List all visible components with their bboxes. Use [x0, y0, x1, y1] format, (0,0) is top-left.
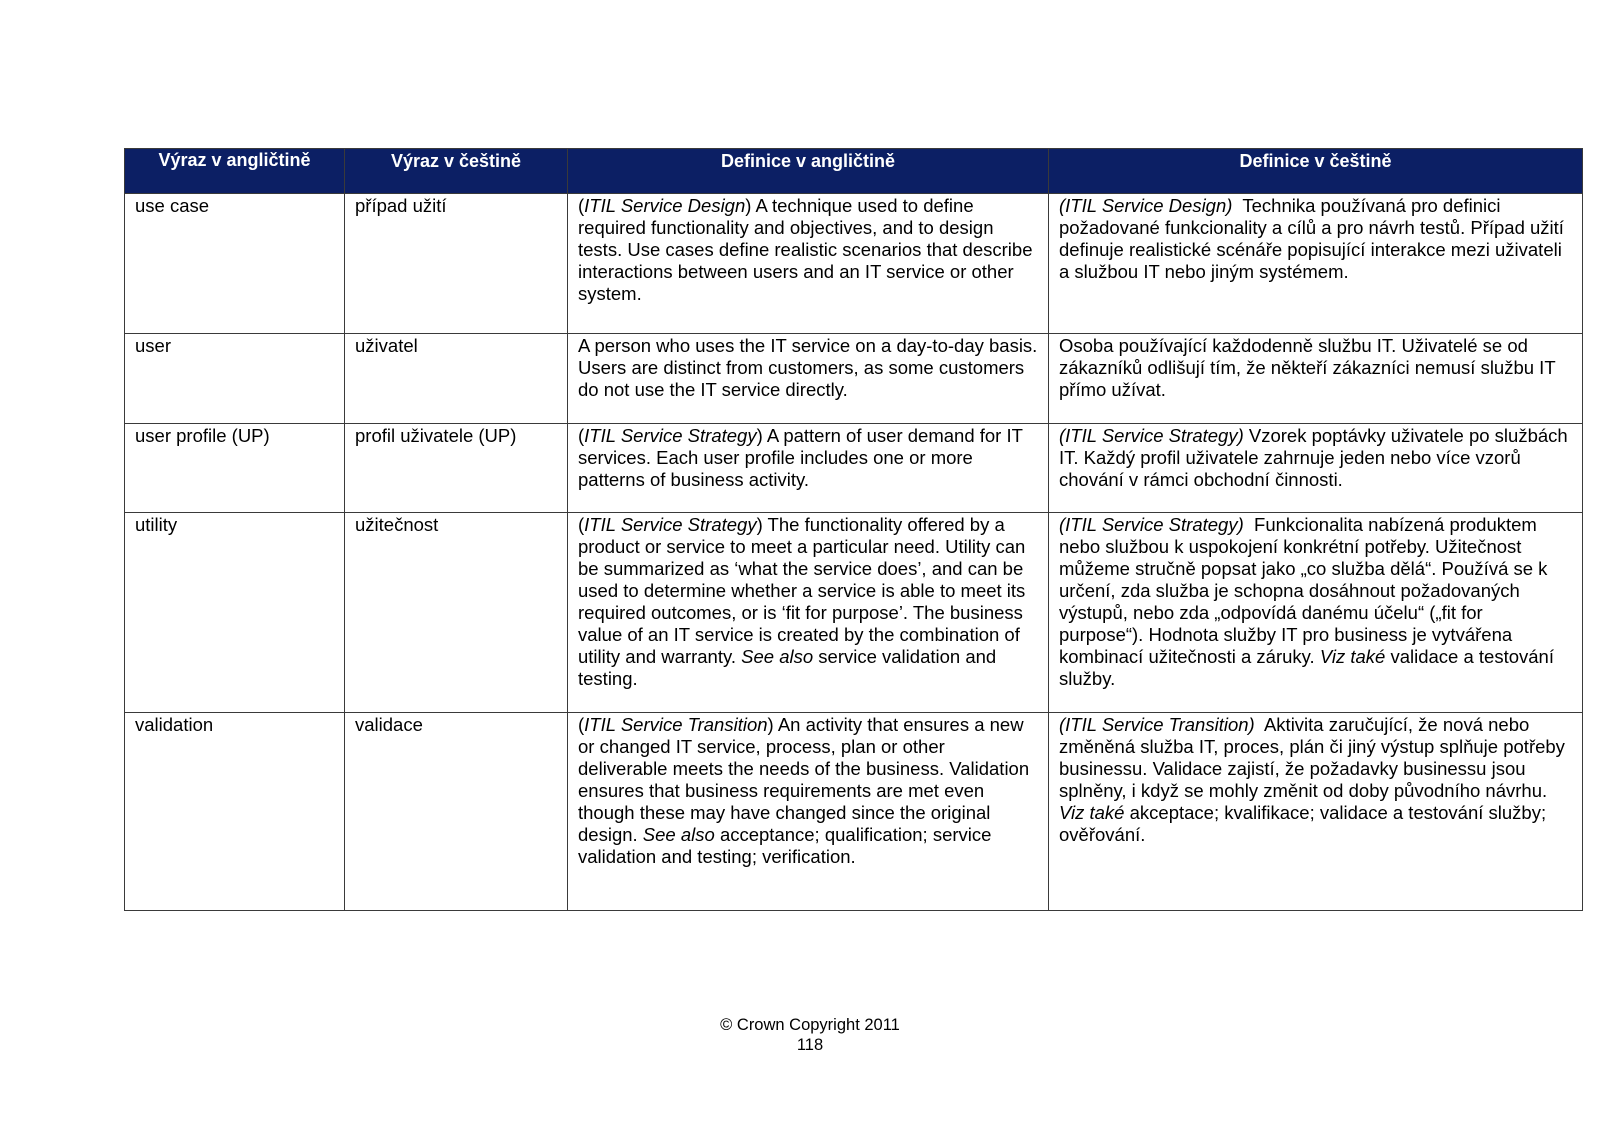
- source-reference: ITIL Service Strategy: [584, 514, 757, 535]
- header-term-en-label: Výraz v angličtině: [158, 150, 311, 170]
- header-def-cs: [1049, 149, 1583, 194]
- see-also-label: Viz také: [1059, 802, 1125, 823]
- see-also-label: Viz také: [1319, 646, 1386, 667]
- definition-text: The functionality offered by a product or service to meet a particular need. Utility can be summarized as ‘what the service does’, and can be used to determine whether a service is able to meet its required outcomes, or is ‘fit for purpose’. The business value of an IT service is created by the combination of utility and warranty.: [578, 514, 1026, 667]
- see-also-text: akceptace; kvalifikace; validace a testování služby; ověřování.: [1059, 802, 1547, 845]
- definition-en-cell: (ITIL Service Strategy) The functionality offered by a product or service to meet a particular need. Utility can be summarized as ‘what the service does’, and can be used to determine whether a service is able to meet its required outcomes, or is ‘fit for purpose’. The business value of an IT service is created by the combination of utility and warranty. See also service validation and testing.: [568, 513, 1049, 713]
- header-term-en: [125, 149, 345, 194]
- term-en-cell: user profile (UP): [125, 424, 345, 513]
- definition-cs-cell: [1049, 513, 1583, 713]
- definition-text: A person who uses the IT service on a day-to-day basis. Users are distinct from customers, as some customers do not use the IT service directly.: [578, 335, 1038, 400]
- table-row: [125, 194, 1583, 334]
- header-def-cs-label: Definice v češtině: [1239, 151, 1392, 171]
- table-body: [125, 194, 1583, 911]
- see-also-text: acceptance; qualification; service validation and testing; verification.: [578, 824, 992, 867]
- term-en-cell: utility: [125, 513, 345, 713]
- definition-text: Funkcionalita nabízená produktem nebo službou k uspokojení konkrétní potřeby. Užitečnost můžeme stručně popsat jako „co služba dělá“. Používá se k určení, zda služba je schopna dosáhnout požadovaných výstupů, nebo zda „odpovídá danému účelu“ („fit for purpose“). Hodnota služby IT pro business je vytvářena kombinací užitečnosti a záruky.: [1059, 514, 1548, 667]
- term-en-cell: user: [125, 334, 345, 424]
- source-reference: (ITIL Service Strategy): [1059, 425, 1244, 446]
- source-reference-text: ITIL Service Strategy: [1065, 514, 1238, 535]
- source-reference-text: ITIL Service Strategy: [1065, 425, 1238, 446]
- definition-text: Vzorek poptávky uživatele po službách IT. Každý profil uživatele zahrnuje jeden nebo více vzorů chování v rámci obchodní činnosti.: [1059, 425, 1568, 490]
- see-also-label: See also: [741, 646, 814, 667]
- source-reference: (ITIL Service Transition): [1059, 714, 1255, 735]
- term-en-cell: use case: [125, 194, 345, 334]
- page-number: 118: [796, 1036, 824, 1054]
- header-def-en-label: Definice v angličtině: [720, 151, 896, 171]
- table-row: [125, 424, 1583, 513]
- source-reference-text: ITIL Service Design: [1065, 195, 1227, 216]
- definition-text: Aktivita zaručující, že nová nebo změněná služba IT, proces, plán či jiný výstup splňuje potřeby businessu. Validace zajistí, že požadavky businessu jsou splněny, i když se mohly změnit od doby původního návrhu.: [1059, 714, 1565, 801]
- definition-text: Technika používaná pro definici požadované funkcionality a cílů a pro návrh testů. Případ užití definuje realistické scénáře popisující interakce mezi uživateli a službou IT nebo jiným systémem.: [1059, 195, 1564, 282]
- definition-text: An activity that ensures a new or changed IT service, process, plan or other deliverable meets the needs of the business. Validation ensures that business requirements are met even though these may have changed since the original design.: [578, 714, 1030, 845]
- source-reference-text: ITIL Service Transition: [1065, 714, 1249, 735]
- source-reference: (ITIL Service Strategy): [1059, 514, 1244, 535]
- definition-text: A technique used to define required functionality and objectives, and to design tests. Use cases define realistic scenarios that describe interactions between users and an IT service or other system.: [578, 195, 1033, 304]
- definition-cs-cell: [1049, 713, 1583, 911]
- term-cs-cell: profil uživatele (UP): [345, 424, 568, 513]
- source-reference: ITIL Service Strategy: [584, 425, 757, 446]
- header-def-en: [568, 149, 1049, 194]
- header-row: [125, 149, 1583, 194]
- definition-en-cell: [568, 334, 1049, 424]
- page-footer: [600, 1015, 1020, 1055]
- term-cs-cell: validace: [345, 713, 568, 911]
- header-term-cs: [345, 149, 568, 194]
- definition-en-cell: (ITIL Service Strategy) A pattern of user demand for IT services. Each user profile includes one or more patterns of business activity.: [568, 424, 1049, 513]
- copyright-notice: © Crown Copyright 2011: [720, 1016, 900, 1034]
- definition-cs-cell: [1049, 334, 1583, 424]
- table-row: [125, 334, 1583, 424]
- term-cs-cell: užitečnost: [345, 513, 568, 713]
- definition-text: A pattern of user demand for IT services. Each user profile includes one or more patterns of business activity.: [578, 425, 1023, 490]
- see-also-label: See also: [642, 824, 715, 845]
- glossary-table: [124, 148, 1583, 911]
- term-cs-cell: případ užití: [345, 194, 568, 334]
- definition-cs-cell: [1049, 194, 1583, 334]
- see-also-text: service validation and testing.: [578, 646, 997, 689]
- definition-text: Osoba používající každodenně službu IT. Uživatelé se od zákazníků odlišují tím, že někteří zákazníci nemusí službu IT přímo užívat.: [1059, 335, 1556, 400]
- definition-cs-cell: [1049, 424, 1583, 513]
- source-reference: (ITIL Service Design): [1059, 195, 1233, 216]
- term-en-cell: validation: [125, 713, 345, 911]
- definition-en-cell: (ITIL Service Transition) An activity that ensures a new or changed IT service, process, plan or other deliverable meets the needs of the business. Validation ensures that business requirements are met even though these may have changed since the original design. See also acceptance; qualification; service validation and testing; verification.: [568, 713, 1049, 911]
- see-also-text: validace a testování služby.: [1059, 646, 1554, 689]
- table-header: [125, 149, 1583, 194]
- table-row: [125, 713, 1583, 911]
- table-row: [125, 513, 1583, 713]
- source-reference: ITIL Service Transition: [584, 714, 768, 735]
- source-reference: ITIL Service Design: [584, 195, 746, 216]
- definition-en-cell: (ITIL Service Design) A technique used to define required functionality and objectives, and to design tests. Use cases define realistic scenarios that describe interactions between users and an IT service or other system.: [568, 194, 1049, 334]
- header-term-cs-label: Výraz v češtině: [390, 151, 522, 171]
- term-cs-cell: uživatel: [345, 334, 568, 424]
